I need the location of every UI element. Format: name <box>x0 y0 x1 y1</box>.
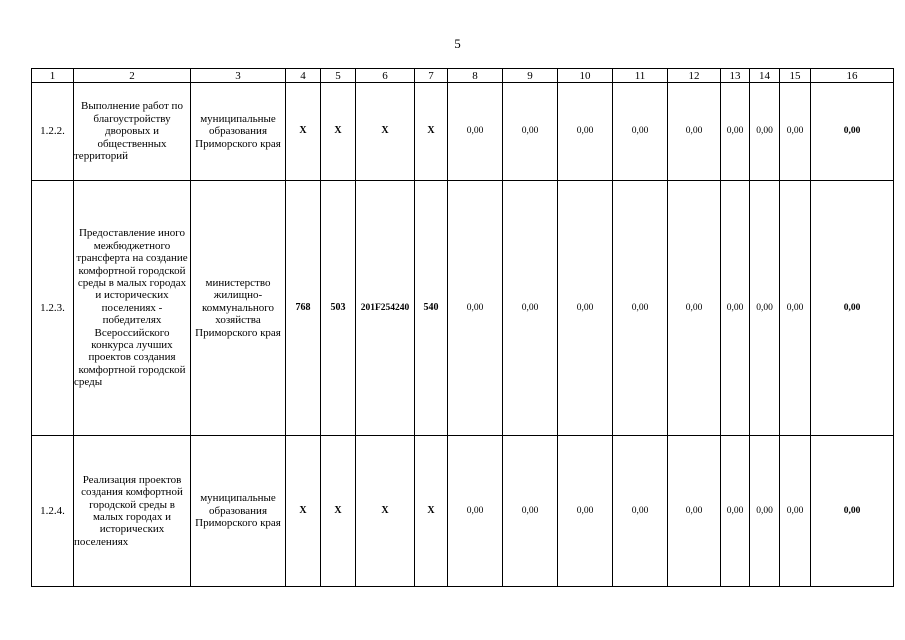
row-value: 0,00 <box>780 83 811 181</box>
row-total: 0,00 <box>811 181 894 436</box>
row-value: 0,00 <box>750 181 780 436</box>
column-header: 13 <box>721 69 750 83</box>
column-header: 12 <box>668 69 721 83</box>
row-code-6: Х <box>356 83 415 181</box>
column-header: 7 <box>415 69 448 83</box>
row-value: 0,00 <box>721 436 750 587</box>
row-value: 0,00 <box>750 83 780 181</box>
row-value: 0,00 <box>448 436 503 587</box>
row-total: 0,00 <box>811 436 894 587</box>
row-code-4: 768 <box>286 181 321 436</box>
column-header: 4 <box>286 69 321 83</box>
row-code-4: Х <box>286 83 321 181</box>
column-header: 14 <box>750 69 780 83</box>
row-value: 0,00 <box>668 181 721 436</box>
row-code-7: 540 <box>415 181 448 436</box>
row-code-7: Х <box>415 436 448 587</box>
row-code-4: Х <box>286 436 321 587</box>
column-number-row <box>32 69 894 83</box>
row-value: 0,00 <box>780 181 811 436</box>
row-value: 0,00 <box>448 83 503 181</box>
row-name: Предоставление иного межбюджетного трансферта на создание комфортной городской среды в малых городах и исторических поселениях - победителях Всероссийского конкурса лучших проектов создания комфортной городской среды <box>74 181 191 436</box>
row-value: 0,00 <box>613 83 668 181</box>
row-code-7: Х <box>415 83 448 181</box>
row-responsible: муниципальные образования Приморского края <box>191 83 286 181</box>
row-code-6: 201F254240 <box>356 181 415 436</box>
row-responsible: министерство жилищно-коммунального хозяйства Приморского края <box>191 181 286 436</box>
row-value: 0,00 <box>721 181 750 436</box>
row-value: 0,00 <box>558 181 613 436</box>
row-code-5: Х <box>321 83 356 181</box>
row-code-5: 503 <box>321 181 356 436</box>
row-value: 0,00 <box>780 436 811 587</box>
budget-table <box>31 68 894 587</box>
column-header: 16 <box>811 69 894 83</box>
column-header: 3 <box>191 69 286 83</box>
row-value: 0,00 <box>613 436 668 587</box>
row-value: 0,00 <box>503 83 558 181</box>
row-total: 0,00 <box>811 83 894 181</box>
row-code-5: Х <box>321 436 356 587</box>
table-row <box>32 181 894 436</box>
row-value: 0,00 <box>558 436 613 587</box>
row-name: Реализация проектов создания комфортной городской среды в малых городах и исторических поселениях <box>74 436 191 587</box>
table-row <box>32 83 894 181</box>
row-value: 0,00 <box>503 436 558 587</box>
row-number: 1.2.4. <box>32 436 74 587</box>
column-header: 2 <box>74 69 191 83</box>
row-number: 1.2.3. <box>32 181 74 436</box>
row-value: 0,00 <box>448 181 503 436</box>
column-header: 6 <box>356 69 415 83</box>
table-row <box>32 436 894 587</box>
row-value: 0,00 <box>668 83 721 181</box>
column-header: 1 <box>32 69 74 83</box>
row-value: 0,00 <box>558 83 613 181</box>
row-value: 0,00 <box>721 83 750 181</box>
row-value: 0,00 <box>750 436 780 587</box>
row-responsible: муниципальные образования Приморского края <box>191 436 286 587</box>
page-number: 5 <box>454 36 461 51</box>
row-value: 0,00 <box>503 181 558 436</box>
column-header: 10 <box>558 69 613 83</box>
column-header: 8 <box>448 69 503 83</box>
column-header: 5 <box>321 69 356 83</box>
row-value: 0,00 <box>668 436 721 587</box>
column-header: 9 <box>503 69 558 83</box>
column-header: 15 <box>780 69 811 83</box>
row-number: 1.2.2. <box>32 83 74 181</box>
row-name: Выполнение работ по благоустройству дворовых и общественных территорий <box>74 83 191 181</box>
row-value: 0,00 <box>613 181 668 436</box>
column-header: 11 <box>613 69 668 83</box>
row-code-6: Х <box>356 436 415 587</box>
